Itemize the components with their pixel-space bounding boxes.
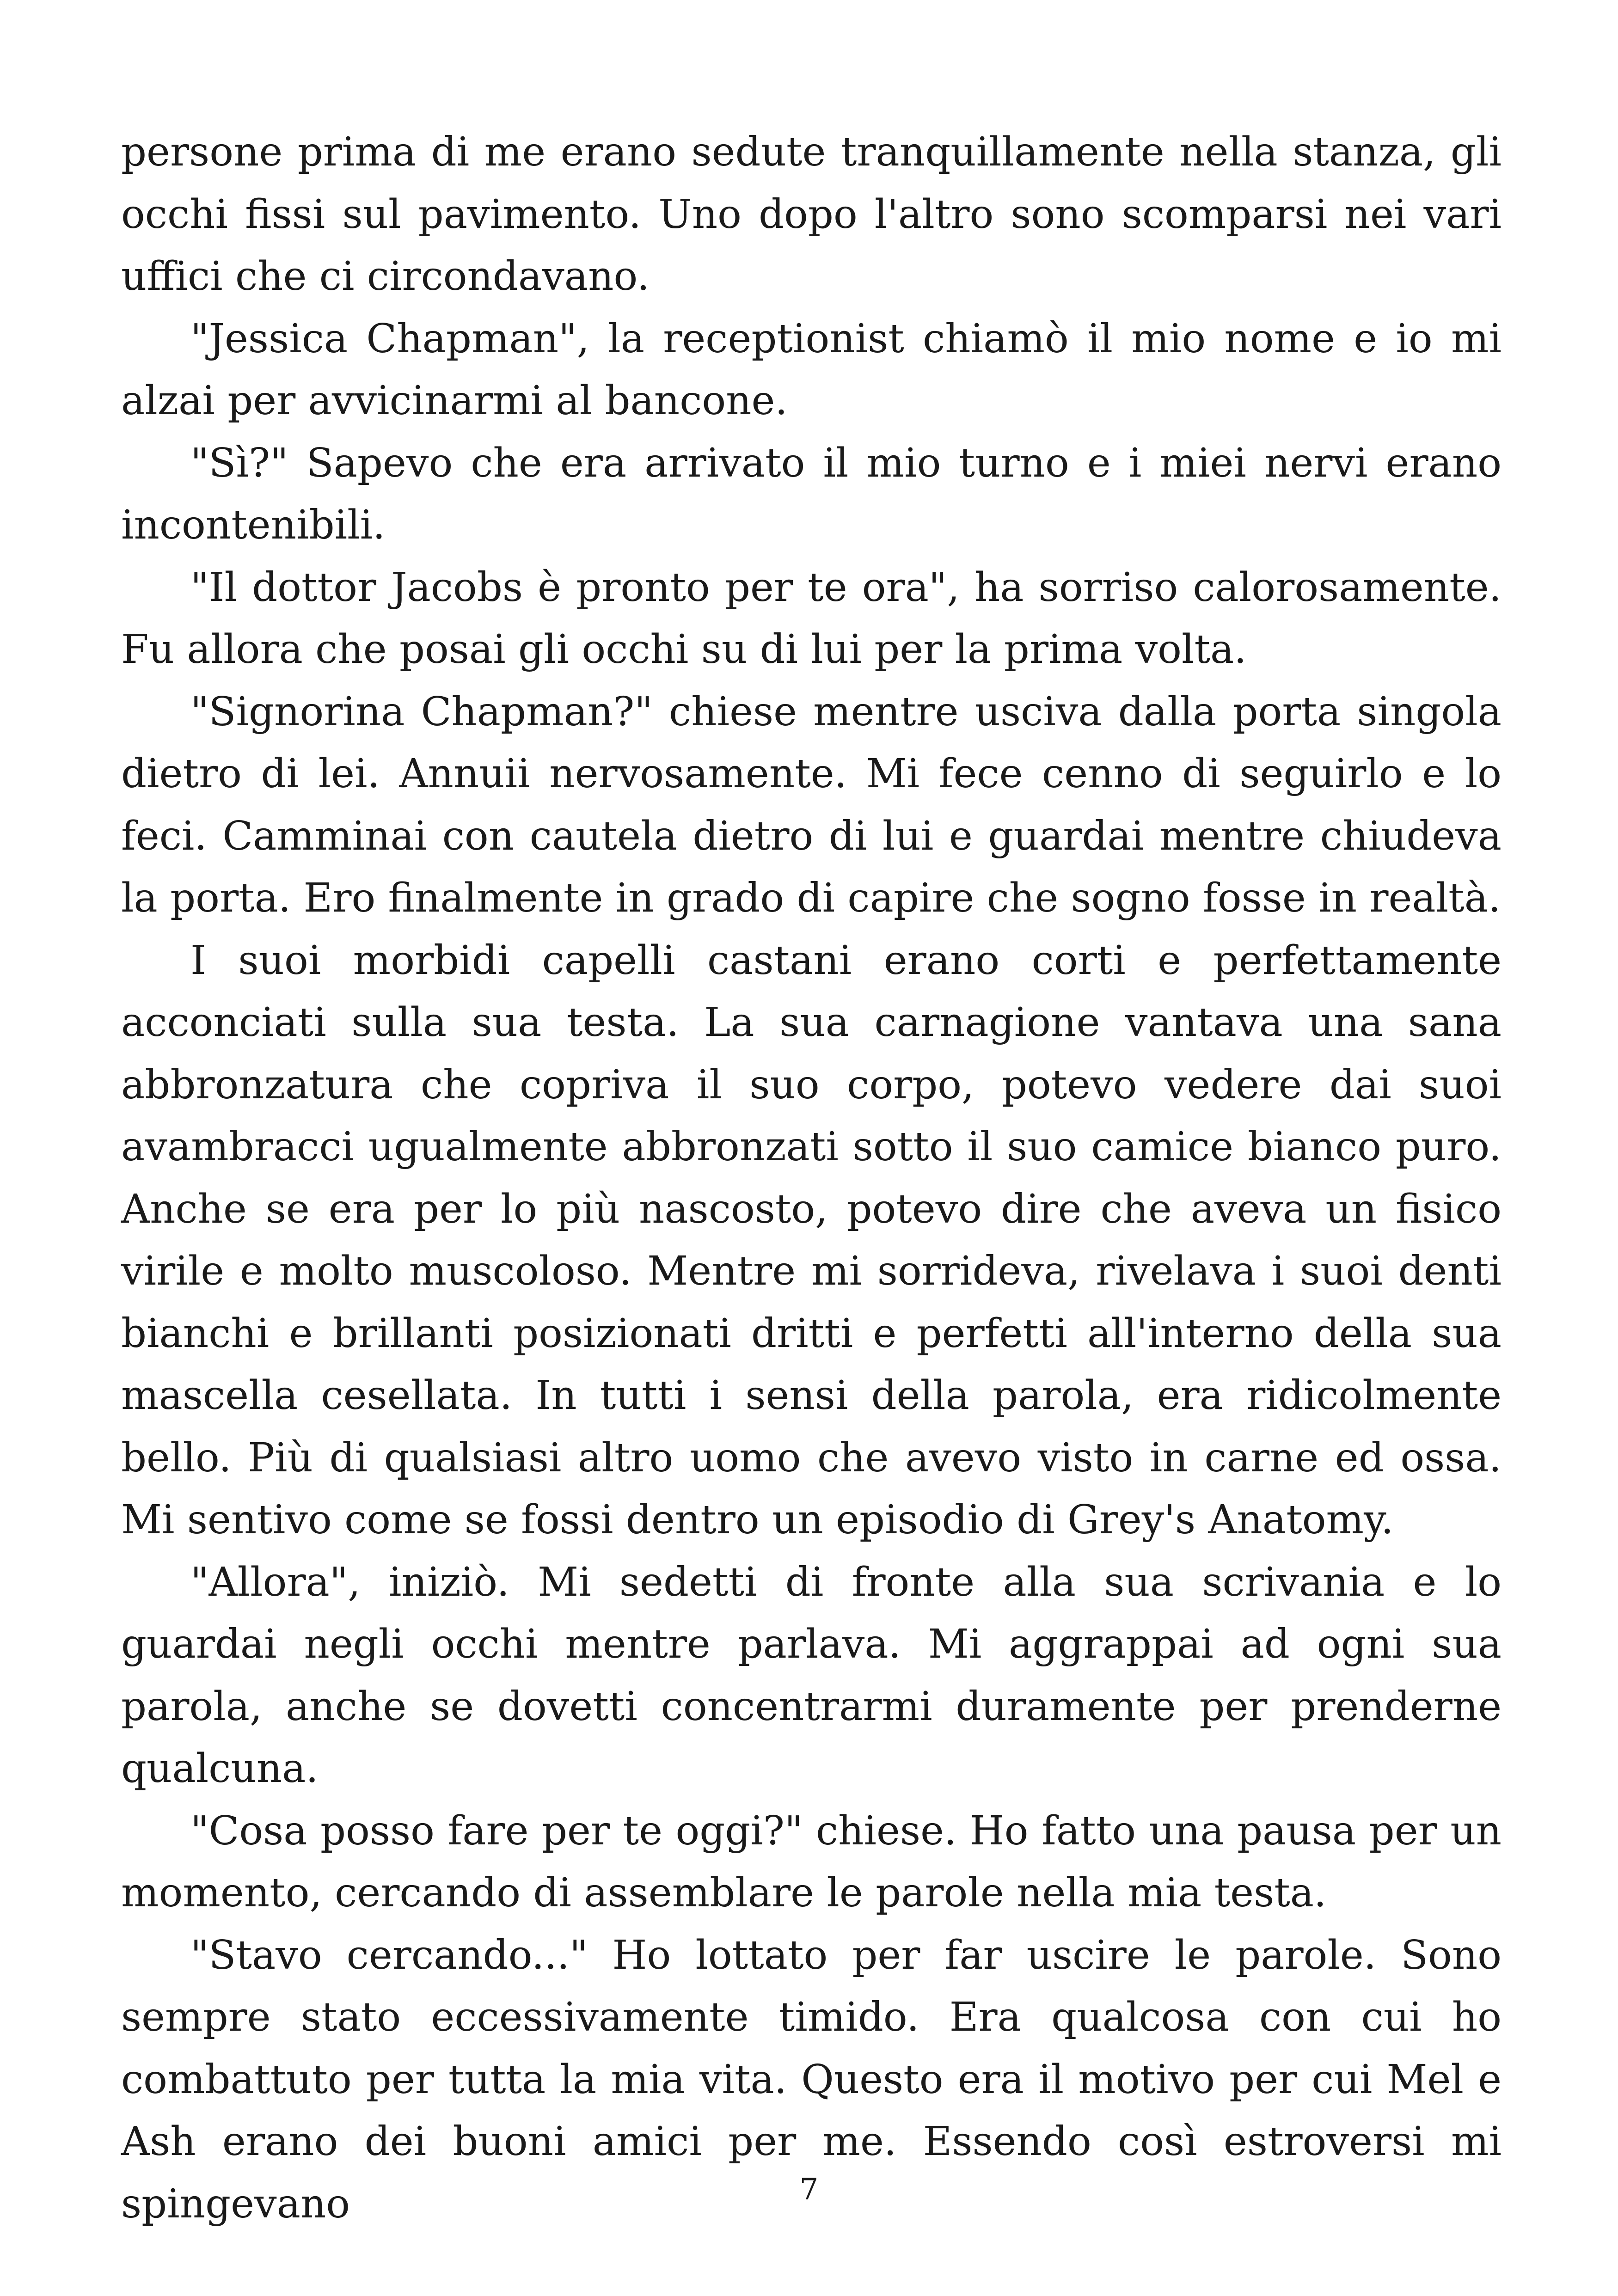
paragraph: "Jessica Chapman", la receptionist chiamò il mio nome e io mi alzai per avvicinarmi al bancone.: [121, 315, 1502, 424]
paragraph: "Allora", iniziò. Mi sedetti di fronte alla sua scrivania e lo guardai negli occhi mentre parlava. Mi aggrappai ad ogni sua parola, anche se dovetti concentrarmi duramente per prenderne qualcuna.: [121, 1559, 1502, 1792]
page-body-text: [121, 121, 1502, 2235]
paragraph: I suoi morbidi capelli castani erano corti e perfettamente acconciati sulla sua testa. La sua carnagione vantava una sana abbronzatura che copriva il suo corpo, potevo vedere dai suoi avambracci ugualmente abbronzati sotto il suo camice bianco puro. Anche se era per lo più nascosto, potevo dire che aveva un fisico virile e molto muscoloso. Mentre mi sorrideva, rivelava i suoi denti bianchi e brillanti posizionati dritti e perfetti all'interno della sua mascella cesellata. In tutti i sensi della parola, era ridicolmente bello. Più di qualsiasi altro uomo che avevo visto in carne ed ossa. Mi sentivo come se fossi dentro un episodio di Grey's Anatomy.: [121, 937, 1502, 1543]
page-number: 7: [799, 2173, 819, 2207]
paragraph: "Sì?" Sapevo che era arrivato il mio turno e i miei nervi erano incontenibili.: [121, 440, 1502, 548]
paragraph: persone prima di me erano sedute tranquillamente nella stanza, gli occhi fissi sul pavimento. Uno dopo l'altro sono scomparsi nei vari uffici che ci circondavano.: [121, 129, 1502, 300]
paragraph: "Cosa posso fare per te oggi?" chiese. Ho fatto una pausa per un momento, cercando di assemblare le parole nella mia testa.: [121, 1807, 1502, 1916]
paragraph: "Stavo cercando..." Ho lottato per far uscire le parole. Sono sempre stato eccessivamente timido. Era qualcosa con cui ho combattuto per tutta la mia vita. Questo era il motivo per cui Mel e Ash erano dei buoni amici per me. Essendo così estroversi mi spingevano: [121, 1932, 1502, 2227]
paragraph: "Il dottor Jacobs è pronto per te ora", ha sorriso calorosamente. Fu allora che posai gli occhi su di lui per la prima volta.: [121, 564, 1502, 673]
paragraph: "Signorina Chapman?" chiese mentre usciva dalla porta singola dietro di lei. Annuii nervosamente. Mi fece cenno di seguirlo e lo feci. Camminai con cautela dietro di lui e guardai mentre chiudeva la porta. Ero finalmente in grado di capire che sogno fosse in realtà.: [121, 688, 1502, 921]
